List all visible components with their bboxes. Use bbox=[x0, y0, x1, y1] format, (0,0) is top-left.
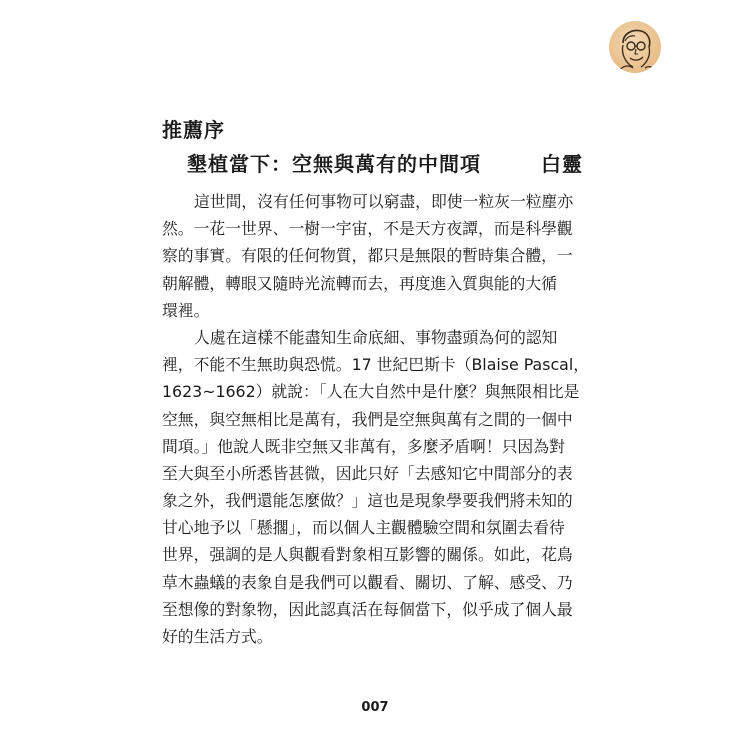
author-name: 白靈 bbox=[541, 152, 583, 176]
text-line: 1623~1662）就說：「人在大自然中是什麼？與無限相比是 bbox=[162, 382, 580, 402]
text-line: 察的事實。有限的任何物質，都只是無限的暫時集合體，一 bbox=[162, 246, 573, 266]
text-line: 好的生活方式。 bbox=[162, 627, 273, 646]
text-line: 人處在這樣不能盡知生命底細、事物盡頭為何的認知 bbox=[194, 327, 558, 347]
author-portrait-icon bbox=[609, 21, 661, 73]
text-line: 甘心地予以「懸擱」，而以個人主觀體驗空間和氛圍去看待 bbox=[162, 518, 565, 538]
preface-heading: 推薦序 bbox=[162, 118, 225, 142]
text-line: 象之外，我們還能怎麼做？」這也是現象學要我們將未知的 bbox=[162, 491, 573, 511]
text-line: 間項。」他說人既非空無又非萬有，多麼矛盾啊！只因為對 bbox=[162, 436, 565, 456]
paragraph-1 bbox=[162, 188, 602, 324]
text-line: 至想像的對象物，因此認真活在每個當下，似乎成了個人最 bbox=[162, 599, 573, 619]
page-number: 007 bbox=[361, 700, 389, 715]
paragraph-2 bbox=[162, 324, 602, 650]
text-line: 然。一花一世界、一樹一宇宙，不是天方夜譚，而是科學觀 bbox=[162, 219, 573, 239]
text-line: 空無，與空無相比是萬有，我們是空無與萬有之間的一個中 bbox=[162, 409, 573, 429]
text-line: 草木蟲蟻的表象自是我們可以觀看、關切、了解、感受、乃 bbox=[162, 572, 573, 592]
page-title: 墾植當下：空無與萬有的中間項 bbox=[187, 152, 481, 176]
text-line: 裡，不能不生無助與恐慌。17 世紀巴斯卡（Blaise Pascal， bbox=[162, 355, 590, 375]
text-line: 世界，强調的是人與觀看對象相互影響的關係。如此，花鳥 bbox=[162, 545, 573, 565]
text-line: 至大與至小所悉皆甚微，因此只好「去感知它中間部分的表 bbox=[162, 463, 573, 483]
text-line: 環裡。 bbox=[162, 300, 210, 320]
body-text bbox=[162, 188, 602, 650]
text-line: 這世間，沒有任何事物可以窮盡，即使一粒灰一粒塵亦 bbox=[194, 192, 574, 211]
text-line: 朝解體，轉眼又隨時光流轉而去，再度進入質與能的大循 bbox=[162, 273, 557, 293]
